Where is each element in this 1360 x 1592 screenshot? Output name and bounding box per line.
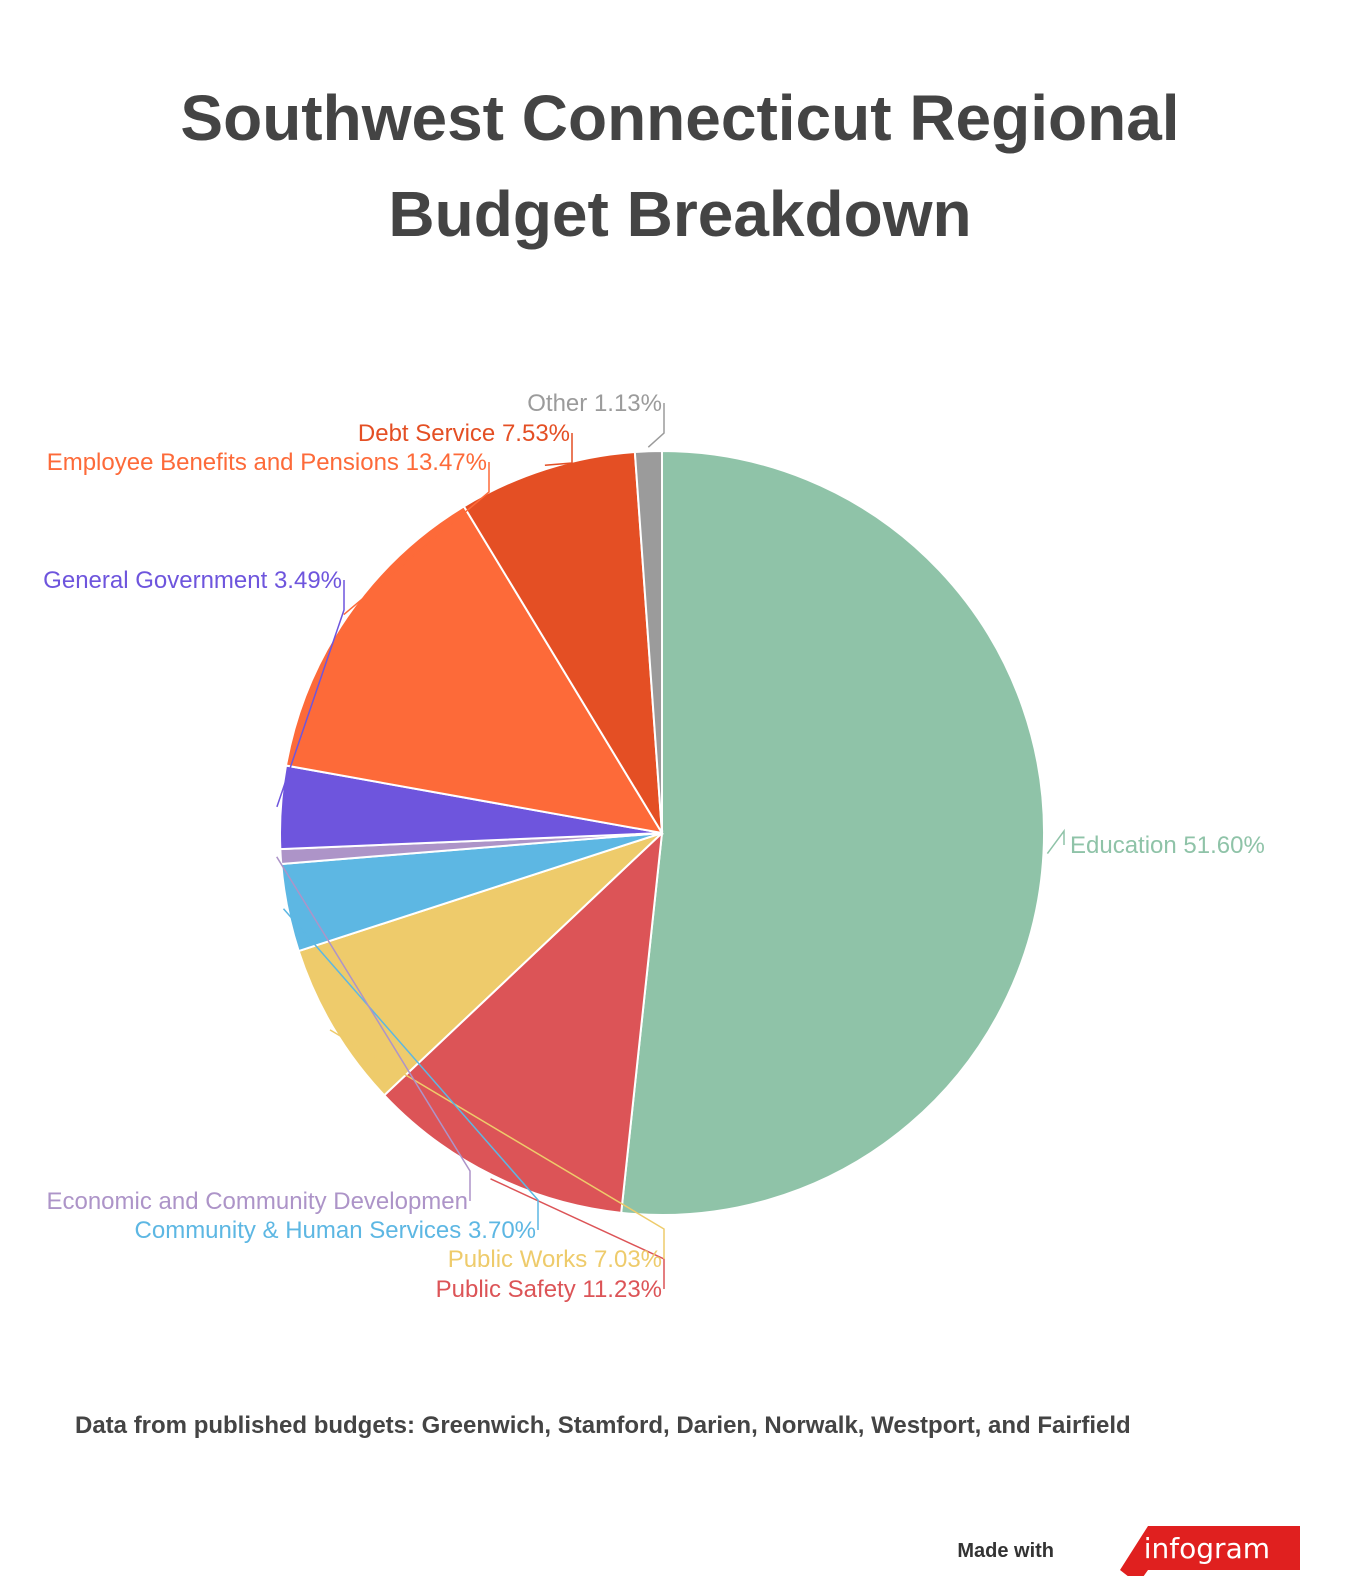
slice-label-employee-benefits-and-pensions: Employee Benefits and Pensions 13.47% (46, 449, 487, 476)
pie-slice-education[interactable] (621, 451, 1044, 1215)
slice-label-debt-service: Debt Service 7.53% (357, 420, 570, 447)
source-note: Data from published budgets: Greenwich, Stamford, Darien, Norwalk, Westport, and Fairfield (75, 1412, 1131, 1439)
slice-label-general-government: General Government 3.49% (43, 567, 342, 594)
slice-label-economic-and-community-development: Economic and Community Developmen (46, 1188, 468, 1215)
slice-label-other: Other 1.13% (527, 390, 662, 417)
chart-title-line-1: Southwest Connecticut Regional (180, 82, 1180, 154)
leader-line-education (1047, 831, 1064, 854)
slice-label-community-and-human-services: Community & Human Services 3.70% (134, 1217, 536, 1244)
slice-label-public-safety: Public Safety 11.23% (435, 1276, 662, 1303)
chart-title-line-2: Budget Breakdown (388, 178, 972, 250)
pie-slices (280, 451, 1044, 1215)
infogram-logo-text: infogram (1143, 1532, 1270, 1565)
slice-label-education: Education 51.60% (1070, 832, 1265, 859)
made-with-text: Made with (957, 1540, 1054, 1562)
slice-label-public-works: Public Works 7.03% (447, 1246, 662, 1273)
